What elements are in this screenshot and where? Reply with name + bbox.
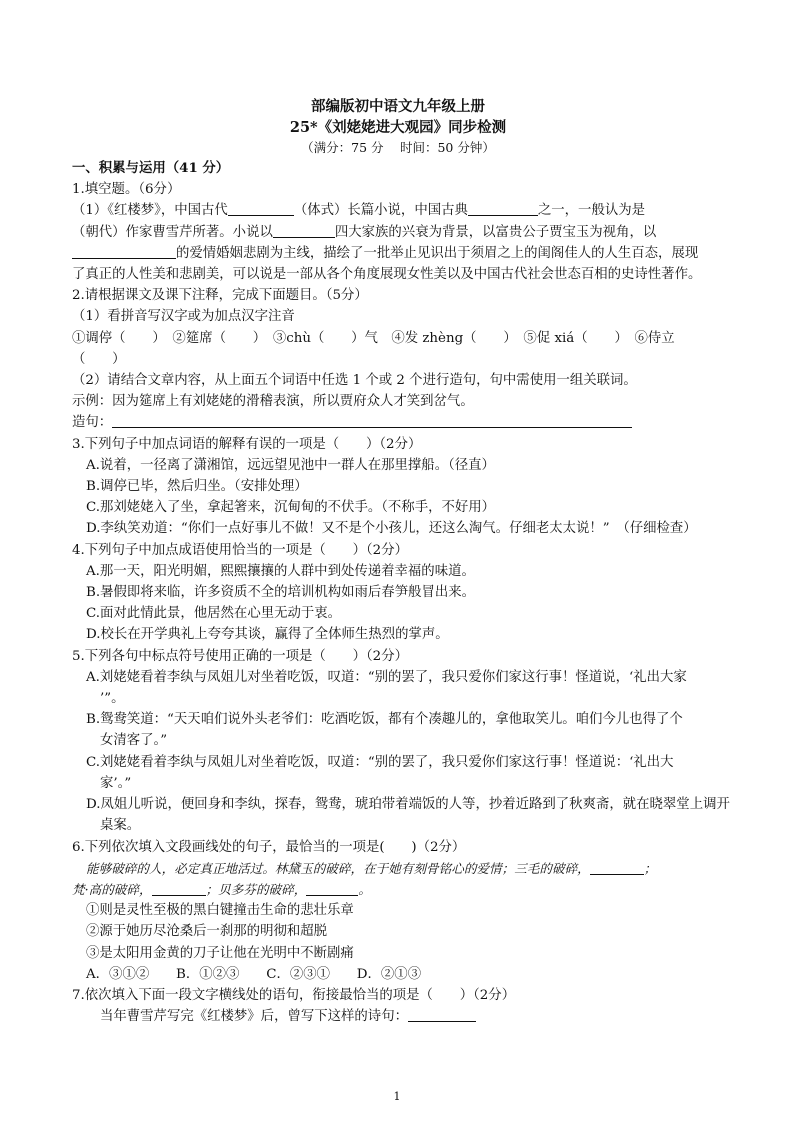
question-6-sentence-1: ①则是灵性至极的黑白键撞击生命的悲壮乐章 bbox=[86, 903, 354, 919]
answer-blank[interactable] bbox=[408, 1006, 476, 1022]
doc-score-time: （满分：75 分 时间：50 分钟） bbox=[301, 140, 495, 155]
q1-text: （体式）长篇小说，中国古典 bbox=[293, 203, 468, 219]
page-number: 1 bbox=[393, 1090, 401, 1103]
q1-text: （1）《红楼梦》，中国古代 bbox=[72, 203, 228, 219]
question-6-passage-line-1 bbox=[72, 858, 724, 879]
answer-blank[interactable] bbox=[228, 200, 294, 216]
question-7-head: 7.依次填入下面一段文字横线处的语句，衔接最恰当的项是（ ）（2分） bbox=[72, 987, 516, 1003]
question-3-option-d: D.李纨笑劝道：“你们一点好事儿不做！又不是个小孩儿，还这么淘气。仔细老太太说！” （仔细检查） bbox=[86, 521, 697, 537]
answer-blank[interactable] bbox=[273, 222, 335, 238]
question-6-head: 6.下列依次填入文段画线处的句子，最恰当的一项是( )（2分） bbox=[72, 839, 466, 855]
question-5-option-c-cont: 家’。” bbox=[100, 775, 132, 791]
question-1-line-3 bbox=[72, 243, 724, 264]
section-heading: 一、积累与运用（41 分） bbox=[72, 160, 230, 176]
question-2-head: 2.请根据课文及课下注释，完成下面题目。（5分） bbox=[72, 288, 368, 304]
question-4-option-b: B.暑假即将来临，许多资质不全的培训机构如雨后春笋般冒出来。 bbox=[86, 585, 476, 601]
answer-blank[interactable] bbox=[152, 880, 206, 896]
question-1-line-1 bbox=[72, 200, 724, 221]
question-2-make-sentence bbox=[72, 412, 724, 433]
make-sentence-label: 造句： bbox=[72, 415, 113, 431]
question-5-option-a-cont: ’”。 bbox=[100, 691, 125, 707]
question-2-items: ①调停（ ） ②筵席（ ） ③chù（ ）气 ④发 zhèng（ ） ⑤促 xiá（ ） ⑥侍立 bbox=[72, 330, 675, 346]
q1-text: 的爱情婚姻悲剧为主线，描绘了一批举止见识出于须眉之上的闺阁佳人的人生百态，展现 bbox=[176, 245, 699, 261]
question-3-option-a: A.说着，一径离了潇湘馆，远远望见池中一群人在那里撑船。（径直） bbox=[86, 457, 495, 473]
q6-text: 能够破碎的人，必定真正地活过。林黛玉的破碎，在于她有刻骨铭心的爱情；三毛的破碎， bbox=[86, 860, 590, 876]
doc-subtitle: 25*《刘姥姥进大观园》同步检测 bbox=[289, 119, 507, 136]
question-4-head: 4.下列句子中加点成语使用恰当的一项是（ ）（2分） bbox=[72, 542, 408, 558]
question-3-option-b: B.调停已毕，然后归坐。（安排处理） bbox=[86, 479, 308, 495]
answer-blank[interactable] bbox=[468, 200, 538, 216]
question-1-head: 1.填空题。（6分） bbox=[72, 182, 181, 198]
answer-blank[interactable] bbox=[306, 880, 358, 896]
q7-text: 当年曹雪芹写完《红楼梦》后，曾写下这样的诗句： bbox=[100, 1009, 408, 1025]
question-5-option-a: A.刘姥姥看着李纨与凤姐儿对坐着吃饭，叹道：“别的罢了，我只爱你们家这行事！怪道说，‘礼出大家 bbox=[86, 669, 687, 685]
question-2-part-1: （1）看拼音写汉字或为加点汉字注音 bbox=[72, 309, 295, 325]
question-5-option-c: C.刘姥姥看着李纨与凤姐儿对坐着吃饭，叹道：“别的罢了，我只爱你们家这行事！怪道说：‘礼出大 bbox=[86, 754, 674, 770]
question-6-sentence-2: ②源于她历尽沧桑后一刹那的明彻和超脱 bbox=[86, 924, 328, 940]
q6-text: 。 bbox=[358, 881, 371, 897]
question-2-example: 示例：因为筵席上有刘姥姥的滑稽表演，所以贾府众人才笑到岔气。 bbox=[72, 394, 474, 410]
question-7-text bbox=[72, 1006, 724, 1027]
q6-text: 梵·高的破碎， bbox=[72, 881, 152, 897]
question-4-option-c: C.面对此情此景，他居然在心里无动于衷。 bbox=[86, 606, 342, 622]
answer-blank[interactable] bbox=[112, 412, 632, 428]
question-5-option-d: D.凤姐儿听说，便回身和李纨，探春，鸳鸯，琥珀带着端饭的人等，抄着近路到了秋爽斋，就在晓翠堂上调开 bbox=[86, 797, 730, 813]
question-6-choices: A．③①② B．①②③ C．②③① D．②①③ bbox=[86, 966, 422, 982]
question-2-part-2: （2）请结合文章内容，从上面五个词语中任选 1 个或 2 个进行造句，句中需使用一组关联词。 bbox=[72, 373, 637, 389]
doc-title: 部编版初中语文九年级上册 bbox=[311, 98, 485, 115]
question-5-option-b-cont: 女清客了。” bbox=[100, 733, 168, 749]
q6-text: ； bbox=[643, 860, 657, 876]
question-6-sentence-3: ③是太阳用金黄的刀子让他在光明中不断剧痛 bbox=[86, 945, 354, 961]
question-1-line-4: 了真正的人性美和悲剧美，可以说是一部从各个角度展现女性美以及中国古代社会世态百相的史诗性著作。 bbox=[72, 267, 702, 283]
q1-text: （朝代）作家曹雪芹所著。小说以 bbox=[72, 224, 273, 240]
q1-text: 之一，一般认为是 bbox=[537, 203, 646, 219]
question-6-passage-line-2 bbox=[72, 879, 724, 900]
question-3-option-c: C.那刘姥姥入了坐，拿起箸来，沉甸甸的不伏手。（不称手，不好用） bbox=[86, 500, 496, 516]
question-4-option-a: A.那一天，阳光明媚，熙熙攘攘的人群中到处传递着幸福的味道。 bbox=[86, 563, 475, 579]
q6-text: ；贝多芬的破碎， bbox=[205, 881, 307, 897]
question-5-head: 5.下列各句中标点符号使用正确的一项是（ ）（2分） bbox=[72, 648, 408, 664]
question-5-option-b: B.鸳鸯笑道：“天天咱们说外头老爷们：吃酒吃饭，都有个凑趣儿的，拿他取笑儿。咱们今儿也得了个 bbox=[86, 712, 683, 728]
question-5-option-d-cont: 桌案。 bbox=[100, 818, 141, 834]
document-page bbox=[72, 96, 730, 1027]
question-2-items-cont: （ ） bbox=[72, 351, 126, 367]
answer-blank[interactable] bbox=[72, 243, 176, 259]
answer-blank[interactable] bbox=[590, 859, 644, 875]
question-1-line-2 bbox=[72, 222, 724, 243]
q1-text: 四大家族的兴衰为背景，以富贵公子贾宝玉为视角，以 bbox=[334, 224, 657, 240]
question-4-option-d: D.校长在开学典礼上夸夸其谈，赢得了全体师生热烈的掌声。 bbox=[86, 627, 449, 643]
question-3-head: 3.下列句子中加点词语的解释有误的一项是（ ）（2分） bbox=[72, 436, 422, 452]
